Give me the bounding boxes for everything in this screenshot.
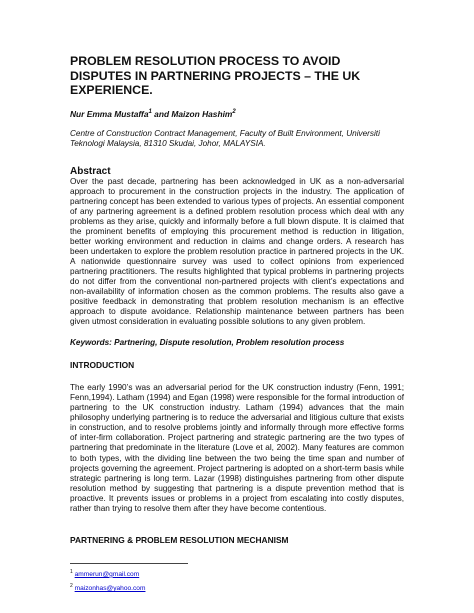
footnote-1 (70, 569, 404, 578)
section-heading-partnering: PARTNERING & PROBLEM RESOLUTION MECHANISM (70, 534, 289, 545)
email-link-author2[interactable]: maizonhas@yahoo.com (74, 585, 146, 593)
affiliation: Centre of Construction Contract Management, Faculty of Built Environment, Universiti Teknologi Malaysia, 81310 Skudai, Johor, MALAYSIA. (70, 128, 380, 148)
author-footnote-mark: 2 (232, 108, 236, 115)
abstract-text: Over the past decade, partnering has been acknowledged in UK as a non-adversarial approach to procurement in the construction projects in the industry. The application of partnering concept has been extended to various types of projects. An essential component of any partnering agreement is a defined problem resolution process which deal with any problems as they arise, quickly and informally before a full blown dispute. It is claimed that the prominent benefits of employing this procurement method is reduction in litigation, better working environment and reduction in claims and change orders. A research has been undertaken to explore the problem resolution practice in partnered projects in the UK. A nationwide questionnaire survey was used to collect opinions from experienced partnering practitioners. The results highlighted that typical problems in partnering projects do not differ from the conventional non-partnered projects with client’s expectations and non-availability of information chosen as the common problems. The results also gave a positive feedback in demonstrating that problem resolution mechanism is an effective approach to dispute avoidance. Relationship maintenance between partners has been given utmost consideration in evaluating possible solutions to any given problem. (70, 176, 404, 327)
author-connector: and (151, 108, 172, 119)
author-name: Nur Emma Mustaffa (70, 108, 149, 119)
email-link-author1[interactable]: ammerun@gmail.com (74, 571, 140, 578)
footnote-divider (70, 563, 188, 564)
section-heading-introduction: INTRODUCTION (70, 360, 135, 371)
footnote-2 (70, 583, 404, 592)
author-footnote-mark: 1 (148, 108, 152, 115)
author-line (70, 109, 404, 119)
introduction-text: The early 1990’s was an adversarial period for the UK construction industry (Fenn, 1991; Fenn,1994). Latham (1994) and Egan (1998) were responsible for the formal introduction of partnering to the UK construction industry. Latham (1994) advances that the main philosophy underlying partnering is to reduce the adversarial and litigious culture that exists in construction, and to resolve problems jointly and informally through more effective forms of inter-firm collaboration. Project partnering and strategic partnering are the two types of partnering that predominate in the literature (Love et al, 2002). Many features are common to both types, with the dividing line between the two being the time span and number of projects governing the agreement. Project partnering is adopted on a short-term basis while strategic partnering is long term. Lazar (1998) distinguishes partnering from other dispute resolution method by suggesting that partnering is a dispute prevention method that is proactive. It prevents issues or problems in a project from escalating into costly disputes, rather than trying to resolve them after they have become contentious. (70, 383, 404, 513)
paper-title: PROBLEM RESOLUTION PROCESS TO AVOID DISPUTES IN PARTNERING PROJECTS – THE UK EXPERIENCE. (70, 54, 361, 97)
keywords: Keywords: Partnering, Dispute resolution, Problem resolution process (70, 338, 345, 348)
abstract-heading: Abstract (70, 165, 111, 177)
footnote-mark: 2 (70, 583, 73, 589)
footnote-mark: 1 (70, 568, 73, 575)
author-name: Maizon Hashim (171, 108, 233, 119)
paper-page (70, 54, 404, 592)
